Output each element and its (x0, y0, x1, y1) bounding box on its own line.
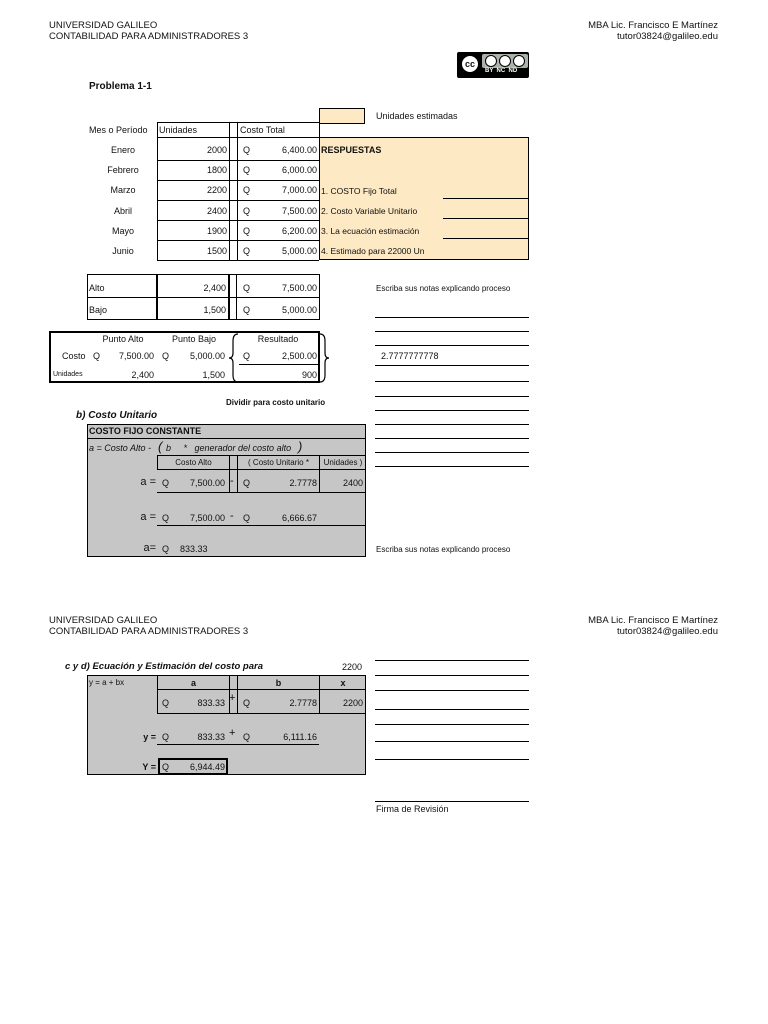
eq-row2-b: 6,111.16 (283, 732, 317, 742)
row-units: 1500 (206, 246, 227, 256)
org-name-p2: UNIVERSIDAD GALILEO (49, 615, 158, 626)
divide-note: Dividir para costo unitario (226, 398, 326, 407)
row-month: Abril (113, 206, 132, 216)
row3-currency: Q (162, 544, 170, 554)
answers-title: RESPUESTAS (321, 145, 382, 155)
row-cost: 7,000.00 (281, 185, 317, 195)
col-units-header: Unidades (159, 125, 198, 135)
hdr-cost-high: Costo Alto (175, 458, 212, 467)
row-currency: Q (243, 226, 251, 236)
answer-line-3[interactable] (443, 238, 529, 239)
answer-item-1: 1. COSTO Fijo Total (321, 186, 397, 196)
eq-row1-b: 2.7778 (289, 698, 317, 708)
col-period-header: Mes o Período (89, 125, 148, 135)
fixed-cost-result: 833.33 (180, 544, 208, 554)
cost-row-label: Costo (62, 351, 86, 361)
formula-b: b * generador del costo alto (166, 443, 292, 453)
col-result: Resultado (257, 334, 299, 344)
row-units: 1900 (206, 226, 227, 236)
course-name-p2: CONTABILIDAD PARA ADMINISTRADORES 3 (49, 626, 249, 637)
row1-unit-currency: Q (243, 478, 251, 488)
row3-label: a= (143, 542, 156, 554)
row1-units: 2400 (342, 478, 363, 488)
estimated-units-input[interactable] (319, 108, 365, 124)
course-name: CONTABILIDAD PARA ADMINISTRADORES 3 (49, 31, 249, 42)
author-email-p2: tutor03824@galileo.edu (616, 626, 718, 637)
col-cost-header: Costo Total (240, 125, 285, 135)
high-currency: Q (243, 283, 251, 293)
row-units: 2200 (206, 185, 227, 195)
low-units: 1,500 (203, 305, 226, 315)
row-month: Mayo (111, 226, 134, 236)
equation-title: c y d) Ecuación y Estimación del costo para (65, 661, 263, 672)
eq-row2-plus: + (229, 727, 236, 739)
right-brace-icon (318, 333, 330, 383)
fixed-cost-title: COSTO FIJO CONSTANTE (89, 426, 202, 436)
high-label: Alto (89, 283, 105, 293)
cost-low: 5,000.00 (189, 351, 225, 361)
problem-title: Problema 1-1 (89, 81, 152, 92)
row-cost: 7,500.00 (281, 206, 317, 216)
row2-currency: Q (162, 513, 170, 523)
eq-row1-b-currency: Q (243, 698, 251, 708)
row-currency: Q (243, 145, 251, 155)
row2-product-currency: Q (243, 513, 251, 523)
row1-cost: 7,500.00 (189, 478, 225, 488)
eq-row1-x: 2200 (342, 698, 363, 708)
hdr-unit-cost: ( Costo Unitario * (248, 458, 309, 467)
low-label: Bajo (89, 305, 108, 315)
cost-high-currency: Q (93, 351, 101, 361)
row-currency: Q (243, 165, 251, 175)
high-units: 2,400 (203, 283, 226, 293)
row1-unit-cost: 2.7778 (289, 478, 317, 488)
units-row-label: Unidades (53, 371, 83, 378)
col-b: b (275, 678, 282, 688)
row-cost: 5,000.00 (281, 246, 317, 256)
col-a: a (190, 678, 196, 688)
org-name: UNIVERSIDAD GALILEO (49, 20, 158, 31)
eq-row2-a: 833.33 (197, 732, 225, 742)
cost-result-currency: Q (243, 351, 251, 361)
answer-item-2: 2. Costo Variable Unitario (321, 206, 418, 216)
row2-minus: - (230, 510, 234, 522)
row-currency: Q (243, 185, 251, 195)
cost-result: 2,500.00 (281, 351, 317, 361)
formula-paren-open: ( (158, 439, 163, 454)
formula-paren-close: ) (298, 439, 303, 454)
row-units: 2000 (206, 145, 227, 155)
eq-row2-b-currency: Q (243, 732, 251, 742)
formula-a: a = Costo Alto - (89, 443, 151, 453)
row-cost: 6,400.00 (281, 145, 317, 155)
eq-row1-plus: + (229, 692, 236, 704)
row-cost: 6,000.00 (281, 165, 317, 175)
row-cost: 6,200.00 (281, 226, 317, 236)
y-label: y = (143, 732, 156, 742)
by-icon (485, 55, 497, 67)
cc-icon: cc (460, 54, 480, 74)
cc-license-badge (457, 52, 529, 78)
col-high-point: Punto Alto (102, 334, 144, 344)
unit-cost-title: b) Costo Unitario (76, 410, 158, 421)
ratio-value: 2.7777777778 (381, 351, 439, 361)
cost-high: 7,500.00 (118, 351, 154, 361)
row1-minus: - (230, 475, 234, 487)
answer-line-2[interactable] (443, 218, 529, 219)
row-currency: Q (243, 206, 251, 216)
answer-line-1[interactable] (443, 198, 529, 199)
row2-cost: 7,500.00 (189, 513, 225, 523)
low-cost: 5,000.00 (281, 305, 317, 315)
signature-line[interactable] (375, 801, 529, 802)
notes-label: Escriba sus notas explicando proceso (376, 284, 511, 293)
high-cost: 7,500.00 (281, 283, 317, 293)
row-units: 2400 (206, 206, 227, 216)
estimate-units: 2200 (342, 662, 363, 672)
row2-product: 6,666.67 (281, 513, 317, 523)
low-currency: Q (243, 305, 251, 315)
Y-label: Y = (142, 762, 156, 772)
hdr-units: Unidades ) (323, 458, 363, 467)
row-month: Enero (110, 145, 136, 155)
result-currency: Q (162, 762, 170, 772)
eq-row1-a-currency: Q (162, 698, 170, 708)
author-name-p2: MBA Lic. Francisco E Martínez (588, 615, 718, 626)
eq-row1-a: 833.33 (197, 698, 225, 708)
cc-badge-text: BY NC ND (485, 68, 518, 74)
row-month: Junio (112, 246, 134, 256)
signature-label: Firma de Revisión (376, 804, 449, 814)
eq-row2-a-currency: Q (162, 732, 170, 742)
units-high: 2,400 (131, 370, 154, 380)
equation-formula: y = a + bx (89, 678, 125, 687)
nd-icon (513, 55, 525, 67)
author-name: MBA Lic. Francisco E Martínez (588, 20, 718, 31)
cost-low-currency: Q (162, 351, 170, 361)
col-low-point: Punto Bajo (171, 334, 217, 344)
row-month: Febrero (107, 165, 139, 175)
row-currency: Q (243, 246, 251, 256)
row1-currency: Q (162, 478, 170, 488)
units-result: 900 (301, 370, 317, 380)
left-brace-icon (228, 333, 240, 383)
estimate-result: 6,944.49 (189, 762, 225, 772)
author-email: tutor03824@galileo.edu (616, 31, 718, 42)
notes-label-2: Escriba sus notas explicando proceso (376, 545, 511, 554)
estimated-units-label: Unidades estimadas (376, 111, 458, 121)
row2-label: a = (140, 511, 156, 523)
row-units: 1800 (206, 165, 227, 175)
units-low: 1,500 (202, 370, 225, 380)
answer-item-3: 3. La ecuación estimación (321, 226, 420, 236)
row-month: Marzo (110, 185, 136, 195)
col-x: x (340, 678, 346, 688)
nc-icon (499, 55, 511, 67)
row1-label: a = (140, 476, 156, 488)
answer-item-4: 4. Estimado para 22000 Un (321, 246, 425, 256)
